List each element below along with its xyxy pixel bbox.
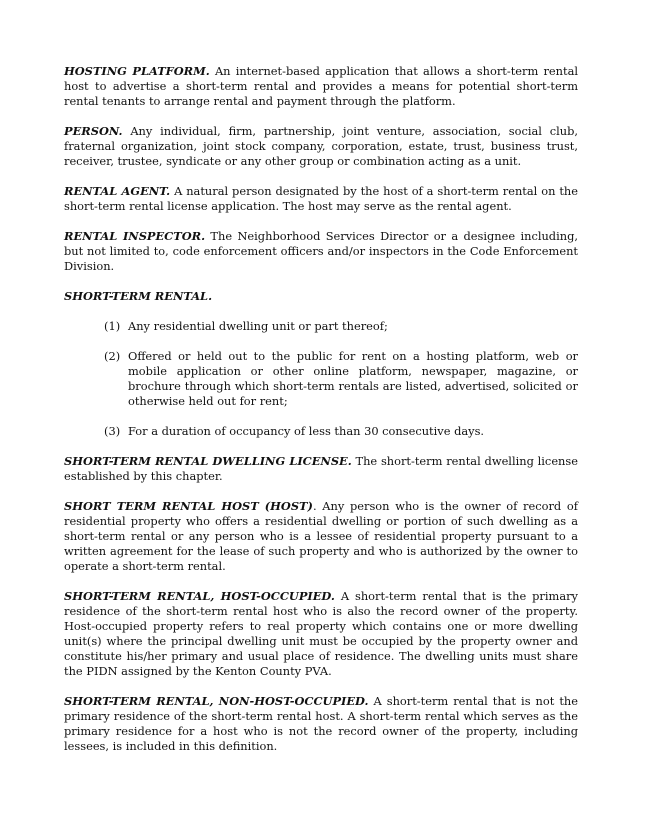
definition-text: A short-term rental that is the primary residence of the short-term rental host who is also the record owner of the property. Host-occupied property refers to real property which contains one or more dwelling unit(s) where the principal dwelling unit must be occupied by the property owner and constitute his/her primary and usual place of residence. The dwelling units must share the PIDN assigned by the Kenton County PVA. (64, 589, 578, 678)
list-item (64, 349, 578, 409)
definition-text: The Neighborhood Services Director or a designee including, but not limited to, code enforcement officers and/or inspectors in the Code Enforcement Division. (64, 229, 578, 273)
definition-host (64, 499, 578, 574)
term: RENTAL INSPECTOR. (64, 229, 206, 243)
definition-non-host-occupied (64, 694, 578, 754)
definition-text: . Any person who is the owner of record of residential property who offers a residential dwelling or portion of such dwelling as a short-term rental or any person who is a lessee of residential property pursuant to a written agreement for the lease of such property and who is authorized by the owner to operate a short-term rental. (64, 499, 579, 573)
list-item (64, 319, 578, 334)
document-page (64, 64, 578, 769)
definition-text: An internet-based application that allows a short-term rental host to advertise a short-term rental and provides a means for potential short-term rental tenants to arrange rental and payment through the platform. (64, 64, 579, 108)
definition-text: Any individual, firm, partnership, joint venture, association, social club, fraternal organization, joint stock company, corporation, estate, trust, business trust, receiver, trustee, syndicate or any other group or combination acting as a unit. (64, 124, 578, 168)
definition-text: The short-term rental dwelling license established by this chapter. (64, 454, 578, 483)
term: SHORT-TERM RENTAL DWELLING LICENSE. (64, 454, 352, 468)
term: SHORT TERM RENTAL HOST (HOST) (64, 499, 313, 513)
list-item (64, 424, 578, 439)
list-number: (1) (104, 319, 121, 333)
term: PERSON. (64, 124, 123, 138)
list-text: For a duration of occupancy of less than 30 consecutive days. (128, 424, 485, 438)
term: SHORT-TERM RENTAL, NON-HOST-OCCUPIED. (64, 694, 369, 708)
definition-short-term-rental (64, 289, 578, 304)
definition-person (64, 124, 578, 169)
definition-text: A short-term rental that is not the primary residence of the short-term rental host. A short-term rental which serves as the primary residence for a host who is not the record owner of the property, including lessees, is included in this definition. (64, 694, 578, 753)
list-number: (3) (104, 424, 121, 438)
definition-host-occupied (64, 589, 578, 679)
short-term-rental-list (64, 319, 578, 439)
list-number: (2) (104, 349, 121, 363)
list-text: Any residential dwelling unit or part thereof; (128, 319, 388, 333)
definition-hosting-platform (64, 64, 578, 109)
definition-license (64, 454, 578, 484)
term: RENTAL AGENT. (64, 184, 171, 198)
term: SHORT-TERM RENTAL. (64, 289, 213, 303)
definition-rental-agent (64, 184, 578, 214)
definition-text: A natural person designated by the host of a short-term rental on the short-term rental license application. The host may serve as the rental agent. (64, 184, 578, 213)
term: HOSTING PLATFORM. (64, 64, 210, 78)
list-text: Offered or held out to the public for rent on a hosting platform, web or mobile application or other online platform, newspaper, magazine, or brochure through which short-term rentals are listed, advertised, solicited or otherwise held out for rent; (128, 349, 578, 408)
term: SHORT-TERM RENTAL, HOST-OCCUPIED. (64, 589, 335, 603)
definition-rental-inspector (64, 229, 578, 274)
